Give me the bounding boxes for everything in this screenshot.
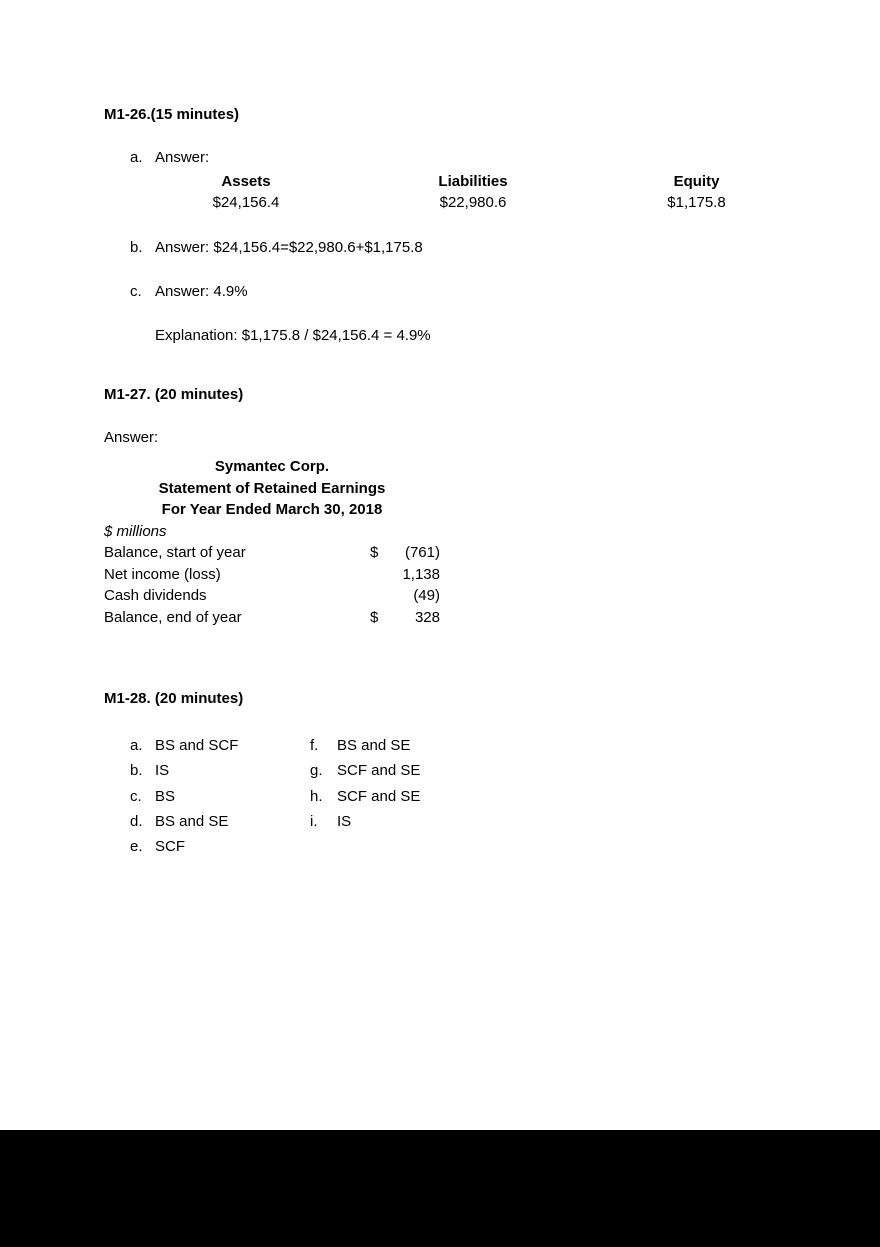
- item-text: IS: [337, 812, 352, 830]
- item-letter: b.: [130, 762, 143, 780]
- explanation-text: Explanation: $1,175.8 / $24,156.4 = 4.9%: [155, 327, 431, 344]
- value-liabilities: $22,980.6: [439, 194, 507, 211]
- answer-list-row: [130, 733, 880, 758]
- item-text: IS: [155, 762, 170, 780]
- item-letter: c.: [130, 787, 142, 805]
- row-value: (49): [413, 587, 440, 604]
- row-currency: [370, 585, 392, 607]
- section-m127: [0, 386, 880, 628]
- item-c: [130, 283, 880, 300]
- row-value: 1,138: [402, 565, 440, 583]
- table-value-row: [155, 194, 784, 211]
- item-letter: a.: [130, 737, 143, 754]
- retained-earnings-statement: [104, 542, 440, 628]
- item-c-letter: c.: [130, 283, 142, 300]
- item-letter: [310, 834, 337, 859]
- item-letter: e.: [130, 838, 143, 856]
- row-value: (761): [404, 544, 440, 561]
- item-text: SCF: [155, 838, 185, 856]
- statement-row: [104, 585, 440, 607]
- item-letter: h.: [310, 787, 323, 805]
- row-label: Cash dividends: [104, 587, 207, 604]
- item-letter: f.: [310, 737, 319, 754]
- answer-list-row: [130, 784, 880, 809]
- item-a: [130, 149, 880, 166]
- answer-list: [130, 733, 880, 859]
- row-label: Balance, end of year: [104, 608, 242, 626]
- header-liabilities: Liabilities: [438, 173, 508, 190]
- row-label: Balance, start of year: [104, 544, 246, 561]
- row-value: 328: [414, 608, 440, 626]
- item-c-text: Answer: 4.9%: [155, 283, 248, 300]
- answer-list-row: [130, 809, 880, 834]
- item-text: BS: [155, 787, 176, 805]
- statement-company: Symantec Corp.: [214, 458, 330, 475]
- statement-row: [104, 542, 440, 564]
- value-assets: $24,156.4: [212, 194, 280, 211]
- item-a-label: Answer:: [155, 149, 210, 166]
- item-text: BS and SCF: [155, 737, 239, 754]
- item-text: SCF and SE: [337, 787, 421, 805]
- accounting-equation-table: [155, 173, 784, 211]
- item-b-text: Answer: $24,156.4=$22,980.6+$1,175.8: [155, 239, 423, 256]
- item-letter: i.: [310, 812, 318, 830]
- item-b-letter: b.: [130, 239, 143, 256]
- item-text: BS and SE: [155, 812, 229, 830]
- item-text: [337, 834, 880, 859]
- section-heading-m127: M1-27. (20 minutes): [104, 386, 244, 403]
- statement-row: [104, 564, 440, 586]
- header-assets: Assets: [221, 173, 271, 190]
- header-equity: Equity: [673, 173, 720, 190]
- black-footer-band: [0, 1130, 880, 1247]
- item-b: [130, 239, 880, 256]
- value-equity: $1,175.8: [667, 194, 726, 211]
- answer-label: Answer:: [104, 429, 159, 446]
- answer-list-row: [130, 758, 880, 783]
- item-text: BS and SE: [337, 737, 411, 754]
- section-heading-m126: M1-26.(15 minutes): [104, 106, 240, 123]
- row-currency: $: [370, 544, 379, 561]
- statement-period: For Year Ended March 30, 2018: [161, 501, 383, 518]
- row-currency: $: [370, 608, 379, 626]
- item-letter: g.: [310, 762, 323, 780]
- section-heading-m128: M1-28. (20 minutes): [104, 690, 244, 707]
- statement-title: Statement of Retained Earnings: [158, 479, 386, 497]
- answer-list-row: [130, 834, 880, 859]
- item-letter: d.: [130, 812, 143, 830]
- table-header-row: [155, 173, 784, 190]
- statement-row: [104, 607, 440, 629]
- statement-units: $ millions: [104, 522, 167, 540]
- section-m128: [0, 690, 880, 859]
- section-m126: [0, 0, 880, 344]
- statement-header: [104, 456, 440, 521]
- item-text: SCF and SE: [337, 762, 421, 780]
- item-a-letter: a.: [130, 149, 143, 166]
- row-label: Net income (loss): [104, 565, 221, 583]
- row-currency: [370, 564, 392, 586]
